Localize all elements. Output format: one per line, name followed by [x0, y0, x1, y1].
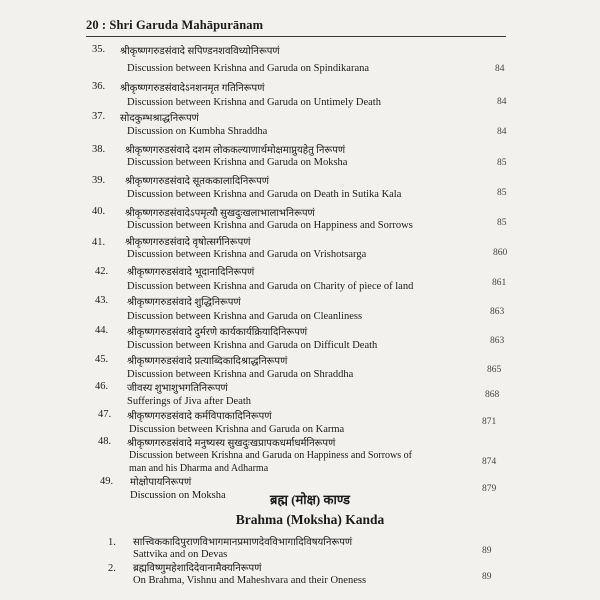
entry-sanskrit: श्रीकृष्णगरुडसंवादे कर्मविपाकादिनिरूपणं [127, 411, 272, 422]
entry-number: 40. [92, 206, 106, 217]
entry-english: Discussion between Krishna and Garuda on Difficult Death [127, 340, 378, 351]
entry-english: On Brahma, Vishnu and Maheshvara and their Oneness [133, 575, 367, 586]
entry-page: 863 [490, 336, 505, 346]
entry-english: Discussion between Krishna and Garuda on Untimely Death [127, 97, 381, 108]
entry-number: 2. [108, 563, 116, 574]
entry-number: 38. [92, 144, 106, 155]
entry-number: 45. [95, 354, 109, 365]
entry-english: Discussion between Krishna and Garuda on Spindikarana [127, 63, 370, 74]
entry-page: 89 [482, 546, 492, 556]
entry-english: Discussion between Krishna and Garuda on Moksha [127, 157, 348, 168]
entry-number: 43. [95, 295, 109, 306]
entry-english: Discussion between Krishna and Garuda on Death in Sutika Kala [127, 189, 402, 200]
entry-sanskrit: श्रीकृष्णगरुडसंवादे दशम लोककल्याणार्थमोक्षमाप्नुयहेतु निरूपणं [125, 145, 346, 156]
entry-page: 85 [497, 218, 507, 228]
entry-page: 84 [497, 97, 507, 107]
entry-english: Discussion between Krishna and Garuda on Vrishotsarga [127, 249, 367, 260]
entry-english: Discussion on Moksha [130, 490, 226, 501]
entry-sanskrit: श्रीकृष्णगरुडसंवादे भूदानादिनिरूपणं [127, 267, 255, 278]
entry-page: 863 [490, 307, 505, 317]
entry-sanskrit: सोदकुम्भश्राद्धनिरूपणं [120, 113, 199, 124]
entry-page: 84 [497, 127, 507, 137]
entry-english: Discussion between Krishna and Garuda on Happiness and Sorrows [127, 220, 413, 231]
entry-sanskrit: श्रीकृष्णगरुडसंवादे दुर्मरणे कार्यकार्यक्रियादिनिरूपणं [127, 327, 308, 338]
entry-sanskrit: श्रीकृष्णगरुडसंवादे सूतककालादिनिरूपणं [125, 176, 269, 187]
entry-sanskrit: श्रीकृष्णगरुडसंवादेऽनशनमृत गतिनिरूपणं [120, 83, 265, 94]
entry-sanskrit: श्रीकृष्णगरुडसंवादे सपिण्डनशवविध्योनिरूपणं [120, 46, 280, 57]
entry-page: 84 [495, 64, 505, 74]
entry-page: 879 [482, 484, 497, 494]
entry-english: Sufferings of Jiva after Death [127, 396, 252, 407]
entry-number: 48. [98, 436, 112, 447]
section-title-english: Brahma (Moksha) Kanda [235, 512, 385, 527]
entry-number: 47. [98, 409, 112, 420]
entry-sanskrit: श्रीकृष्णगरुडसंवादे वृषोत्सर्गनिरूपणं [125, 237, 251, 248]
entry-english: Discussion between Krishna and Garuda on Cleanliness [127, 311, 363, 322]
entry-english: Discussion on Kumbha Shraddha [127, 126, 268, 137]
entry-page: 871 [482, 417, 497, 427]
entry-sanskrit: श्रीकृष्णगरुडसंवादे शुद्धिनिरूपणं [127, 297, 241, 308]
entry-number: 39. [92, 175, 106, 186]
entry-page: 85 [497, 188, 507, 198]
entry-number: 44. [95, 325, 109, 336]
entry-page: 868 [485, 390, 500, 400]
entry-page: 89 [482, 572, 492, 582]
entry-english-continued: man and his Dharma and Adharma [129, 463, 269, 474]
header-rule [86, 36, 506, 37]
entry-page: 860 [493, 248, 508, 258]
section-title-sanskrit: ब्रह्म (मोक्ष) काण्ड [270, 492, 350, 507]
entry-number: 1. [108, 537, 116, 548]
entry-sanskrit: श्रीकृष्णगरुडसंवादे प्रत्याब्दिकादिश्राद्धनिरूपणं [127, 356, 288, 367]
entry-page: 861 [492, 278, 507, 288]
entry-number: 36. [92, 81, 106, 92]
page-header: 20 : Shri Garuda Mahāpurānam [86, 18, 264, 32]
entry-sanskrit: मोक्षोपायनिरूपणं [130, 477, 192, 488]
entry-sanskrit: सात्त्विककादिपुराणविभागमानप्रमाणदेवविभागादिविषयनिरूपणं [133, 537, 353, 548]
entry-english: Discussion between Krishna and Garuda on Shraddha [127, 369, 354, 380]
entry-sanskrit: श्रीकृष्णगरुडसंवादे मनुष्यस्य सुखदुःखप्रापकधर्माधर्मनिरूपणं [127, 438, 336, 449]
entry-page: 865 [487, 365, 502, 375]
entry-number: 42. [95, 266, 109, 277]
entry-english: Sattvika and on Devas [133, 549, 228, 560]
entry-number: 35. [92, 44, 106, 55]
entry-number: 46. [95, 381, 109, 392]
entry-number: 41. [92, 237, 106, 248]
entry-sanskrit: श्रीकृष्णगरुडसंवादेऽपमृत्यौ सुखदुःखलाभालाभनिरूपणं [125, 208, 315, 219]
entry-page: 874 [482, 457, 497, 467]
entry-number: 49. [100, 476, 114, 487]
entry-number: 37. [92, 111, 106, 122]
entry-sanskrit: ब्रह्मविष्णुमहेशादिदेवानामैक्यनिरूपणं [133, 563, 262, 574]
entry-page: 85 [497, 158, 507, 168]
entry-english: Discussion between Krishna and Garuda on Charity of piece of land [127, 281, 414, 292]
entry-sanskrit: जीवस्य शुभाशुभगतिनिरूपणं [127, 383, 228, 394]
entry-english: Discussion between Krishna and Garuda on Happiness and Sorrows of [129, 450, 412, 461]
entry-english: Discussion between Krishna and Garuda on Karma [129, 424, 345, 435]
